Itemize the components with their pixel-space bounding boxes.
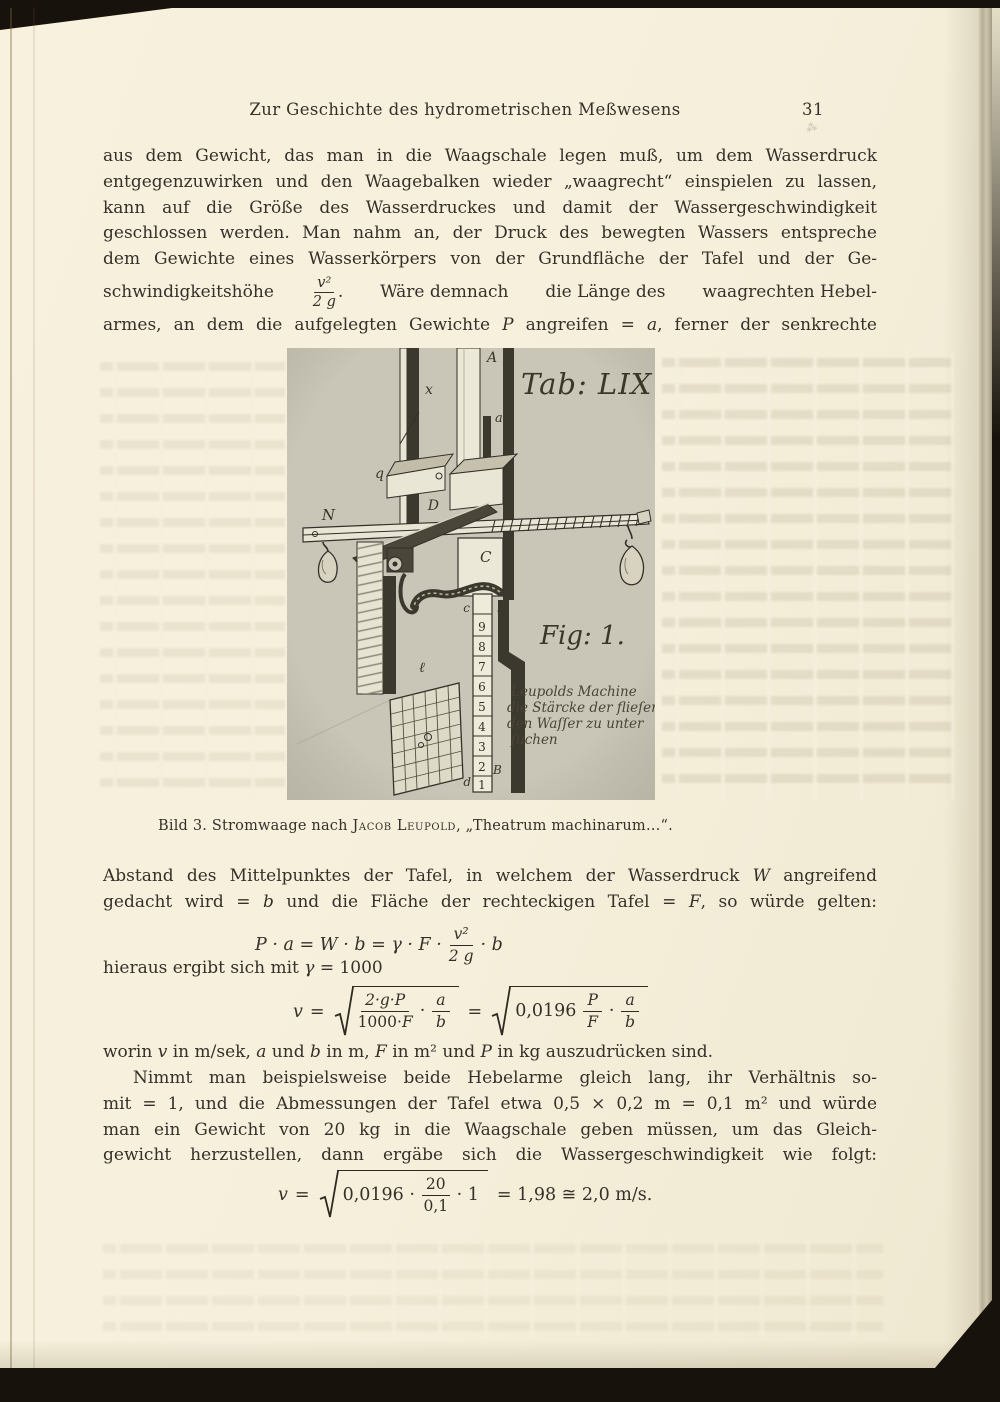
label-N: N [321,506,335,524]
fraction-denominator: 1000· [357,1012,402,1031]
text-segment: , so würde gelten: [700,891,878,912]
text-line: man ein Gewicht von 20 kg in die Waagschale geben müssen, um das Gleich- [103,1119,877,1140]
variable: γ [304,958,315,978]
text-segment: Abstand des Mittelpunktes der Tafel, in welchem der Wasserdruck [103,866,753,886]
svg-text:1: 1 [478,778,486,792]
text-segment: in m/sek, [167,1042,257,1062]
fraction-numerator: 2·g·P [365,991,406,1009]
text-line: gewicht herzustellen, dann ergäbe sich die Wassergeschwindigkeit wie folgt: [103,1145,877,1166]
label-x: x [425,382,433,398]
fraction-denominator: b [625,1012,636,1031]
caption-author: Jacob Leupold [352,818,457,834]
pivot-clamp [387,548,413,572]
svg-text:8: 8 [478,640,486,654]
svg-text:5: 5 [478,700,486,714]
page-crease-faint [33,8,35,1368]
label-q: q [375,466,384,482]
formula-velocity [293,984,650,1040]
variable: v [157,1042,168,1062]
formula-result: = 1,98 ≅ 2,0 m/s. [496,1185,653,1205]
text-segment: angreifen = [513,314,647,335]
text-segment: in m² und [386,1042,481,1062]
label-A: A [487,350,498,366]
svg-text:4: 4 [478,720,486,734]
radical [334,986,459,1038]
text-segment: und die Fläche der rechteckigen Tafel = [273,891,689,912]
fraction-denominator: 2 g [448,946,474,965]
text-segment: die Länge des [545,282,666,303]
equals-sign: = [467,1002,483,1022]
label-c: c [463,601,470,615]
variable: F [688,891,701,912]
text-segment: in m, [320,1042,375,1062]
running-head: Zur Geschichte des hydrometrischen Meßwesens [249,100,681,119]
label-a: a [495,411,503,426]
text-line-with-fraction [103,273,877,313]
svg-text:7: 7 [478,660,486,674]
grid-plate [390,683,463,795]
variable: a [646,314,658,335]
svg-text:6: 6 [478,680,486,694]
text-line [103,890,877,916]
equals-sign: = [294,1185,310,1205]
figure-caption [158,818,673,834]
coefficient: 0,0196 · [342,1185,415,1206]
fraction-denominator: b [435,1012,446,1031]
text-line [103,958,877,978]
text-segment: Wäre demnach [380,282,509,303]
variable: v [293,1002,303,1022]
variable: b [262,891,274,912]
label-C: C [480,548,492,566]
paragraph-1 [103,144,877,339]
text-segment: schwindigkeitshöhe [103,282,274,303]
paragraph-3 [103,1066,877,1169]
label-b: b [497,601,506,616]
text-segment: armes, an dem die aufgelegten Gewichte [103,314,503,335]
text-segment: und [266,1042,310,1062]
variable: v [278,1185,288,1205]
scale-digits [478,620,486,792]
label-B: B [493,763,502,777]
variable: W [752,866,771,886]
coefficient: 0,0196 [515,1001,577,1022]
equals-sign: = [309,1002,325,1022]
text-segment: angreifend [770,866,877,886]
label-l: ℓ [419,660,425,676]
stromwaage-drawing [287,348,655,800]
svg-text:9: 9 [478,620,486,634]
radical [491,986,648,1038]
label-d: d [463,775,471,789]
radical-sign [319,1170,339,1220]
formula-segment: · b [480,935,503,955]
next-page-edge [992,8,1000,438]
variable: P [502,314,514,335]
text-line: entgegenzuwirken und den Waagebalken wieder „waagrecht“ einspielen zu lassen, [103,171,877,192]
dot-operator: · [419,1001,426,1022]
text-segment: in kg auszudrücken sind. [491,1042,714,1062]
fraction-numerator: 20 [422,1175,450,1196]
variable: F [401,1012,413,1031]
text-segment: . [337,282,344,303]
fraction-numerator: v² [453,924,469,943]
radical-sign [334,986,354,1038]
text-line: kann auf die Größe des Wasserdruckes und damit der Wassergeschwindigkeit [103,197,877,218]
text-segment: = 1000 [314,958,383,978]
radical [319,1170,488,1220]
fraction-numerator: v² [314,275,334,294]
variable: F [375,1042,387,1062]
text-segment: gedacht wird = [103,891,263,912]
ink-smudge: ⁂ [804,119,819,136]
text-line: aus dem Gewicht, das man in die Waagschale legen muß, um dem Wasserdruck [103,146,877,166]
caption-text: Bild 3. Stromwaage nach [158,818,353,834]
text-line [103,313,877,339]
text-segment: worin [103,1042,158,1062]
tab-lix-label: Tab: LIX [521,367,653,401]
fraction-denominator: 0,1 [423,1196,449,1215]
figure-engraving [287,348,655,800]
paragraph-2 [103,864,877,916]
formula-segment: · 1 [456,1185,479,1206]
label-D: D [427,498,439,514]
text-line [103,1042,877,1062]
page-crease [10,8,12,1368]
text-line: dem Gewichte eines Wasserkörpers von der Grundfläche der Tafel und der Ge- [103,249,877,270]
left-post [400,348,419,528]
variable: P [480,1042,492,1062]
handwritten-note: Leupolds Machine die Stärcke der flieſen den Waſſer zu unter ſuchen [507,684,655,748]
caption-text: , „Theatrum machinarum…“. [456,818,673,834]
variable: b [309,1042,321,1062]
text-segment: hieraus ergibt sich mit [103,958,305,978]
formula-numeric-example [278,1168,652,1222]
formula-segment: P · a = W · b = γ · F · [255,935,442,955]
inline-fraction [311,275,344,311]
text-line: geschlossen werden. Man nahm an, der Druck des bewegten Wassers entspreche [103,223,877,244]
fraction-denominator: 2 g [312,294,336,311]
radical-sign [491,986,511,1038]
text-line [103,864,877,890]
variable: a [256,1042,267,1062]
page-number: 31 [802,100,824,119]
page-block-edge [977,8,992,1368]
dot-operator: · [608,1001,615,1022]
fig-1-label: Fig: 1. [540,621,625,651]
fraction-numerator: P [587,991,598,1009]
svg-text:3: 3 [478,740,486,754]
text-segment: waagrechten Hebel- [702,282,877,303]
fraction-numerator: a [625,991,635,1009]
svg-text:2: 2 [478,760,486,774]
fraction-denominator: F [587,1012,599,1031]
text-line: Nimmt man beispielsweise beide Hebelarme gleich lang, ihr Verhältnis so- [133,1068,877,1088]
text-segment: , ferner der senkrechte [657,314,877,335]
fraction-numerator: a [436,991,446,1009]
text-line: mit = 1, und die Abmessungen der Tafel etwa 0,5 × 0,2 m = 0,1 m² und würde [103,1093,877,1114]
scale-staff [473,594,492,792]
